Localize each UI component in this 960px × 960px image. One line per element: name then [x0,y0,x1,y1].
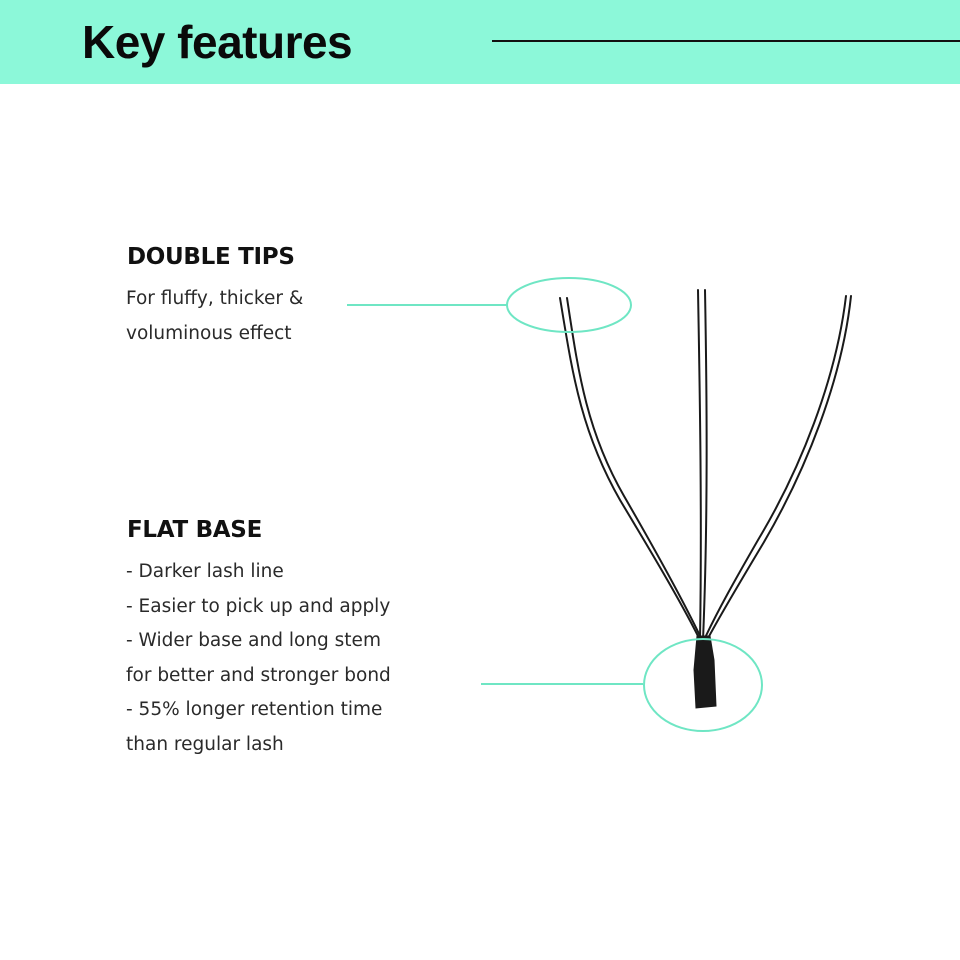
description-line: - Wider base and long stem [126,630,381,651]
eyelash-fan-image [560,290,851,708]
lash-strand-middle-a [698,290,701,640]
lash-strand-left-b [567,298,701,638]
lash-strand-left-a [560,298,700,640]
feature-heading-double-tips: DOUBLE TIPS [127,244,295,270]
feature-heading-flat-base: FLAT BASE [127,517,262,543]
description-line: For fluffy, thicker & [126,288,304,309]
lash-strand-right-a [704,296,846,640]
lash-strand-middle-b [703,290,707,640]
description-line: - Easier to pick up and apply [126,595,391,617]
description-line: for better and stronger bond [126,664,391,686]
lash-strand-right-b [707,296,851,640]
description-line: voluminous effect [126,322,292,344]
description-line: than regular lash [126,733,284,755]
description-line: - 55% longer retention time [126,699,383,720]
description-line: - Darker lash line [126,561,284,582]
page-title: Key features [82,16,353,68]
lash-flat-base [694,636,716,708]
